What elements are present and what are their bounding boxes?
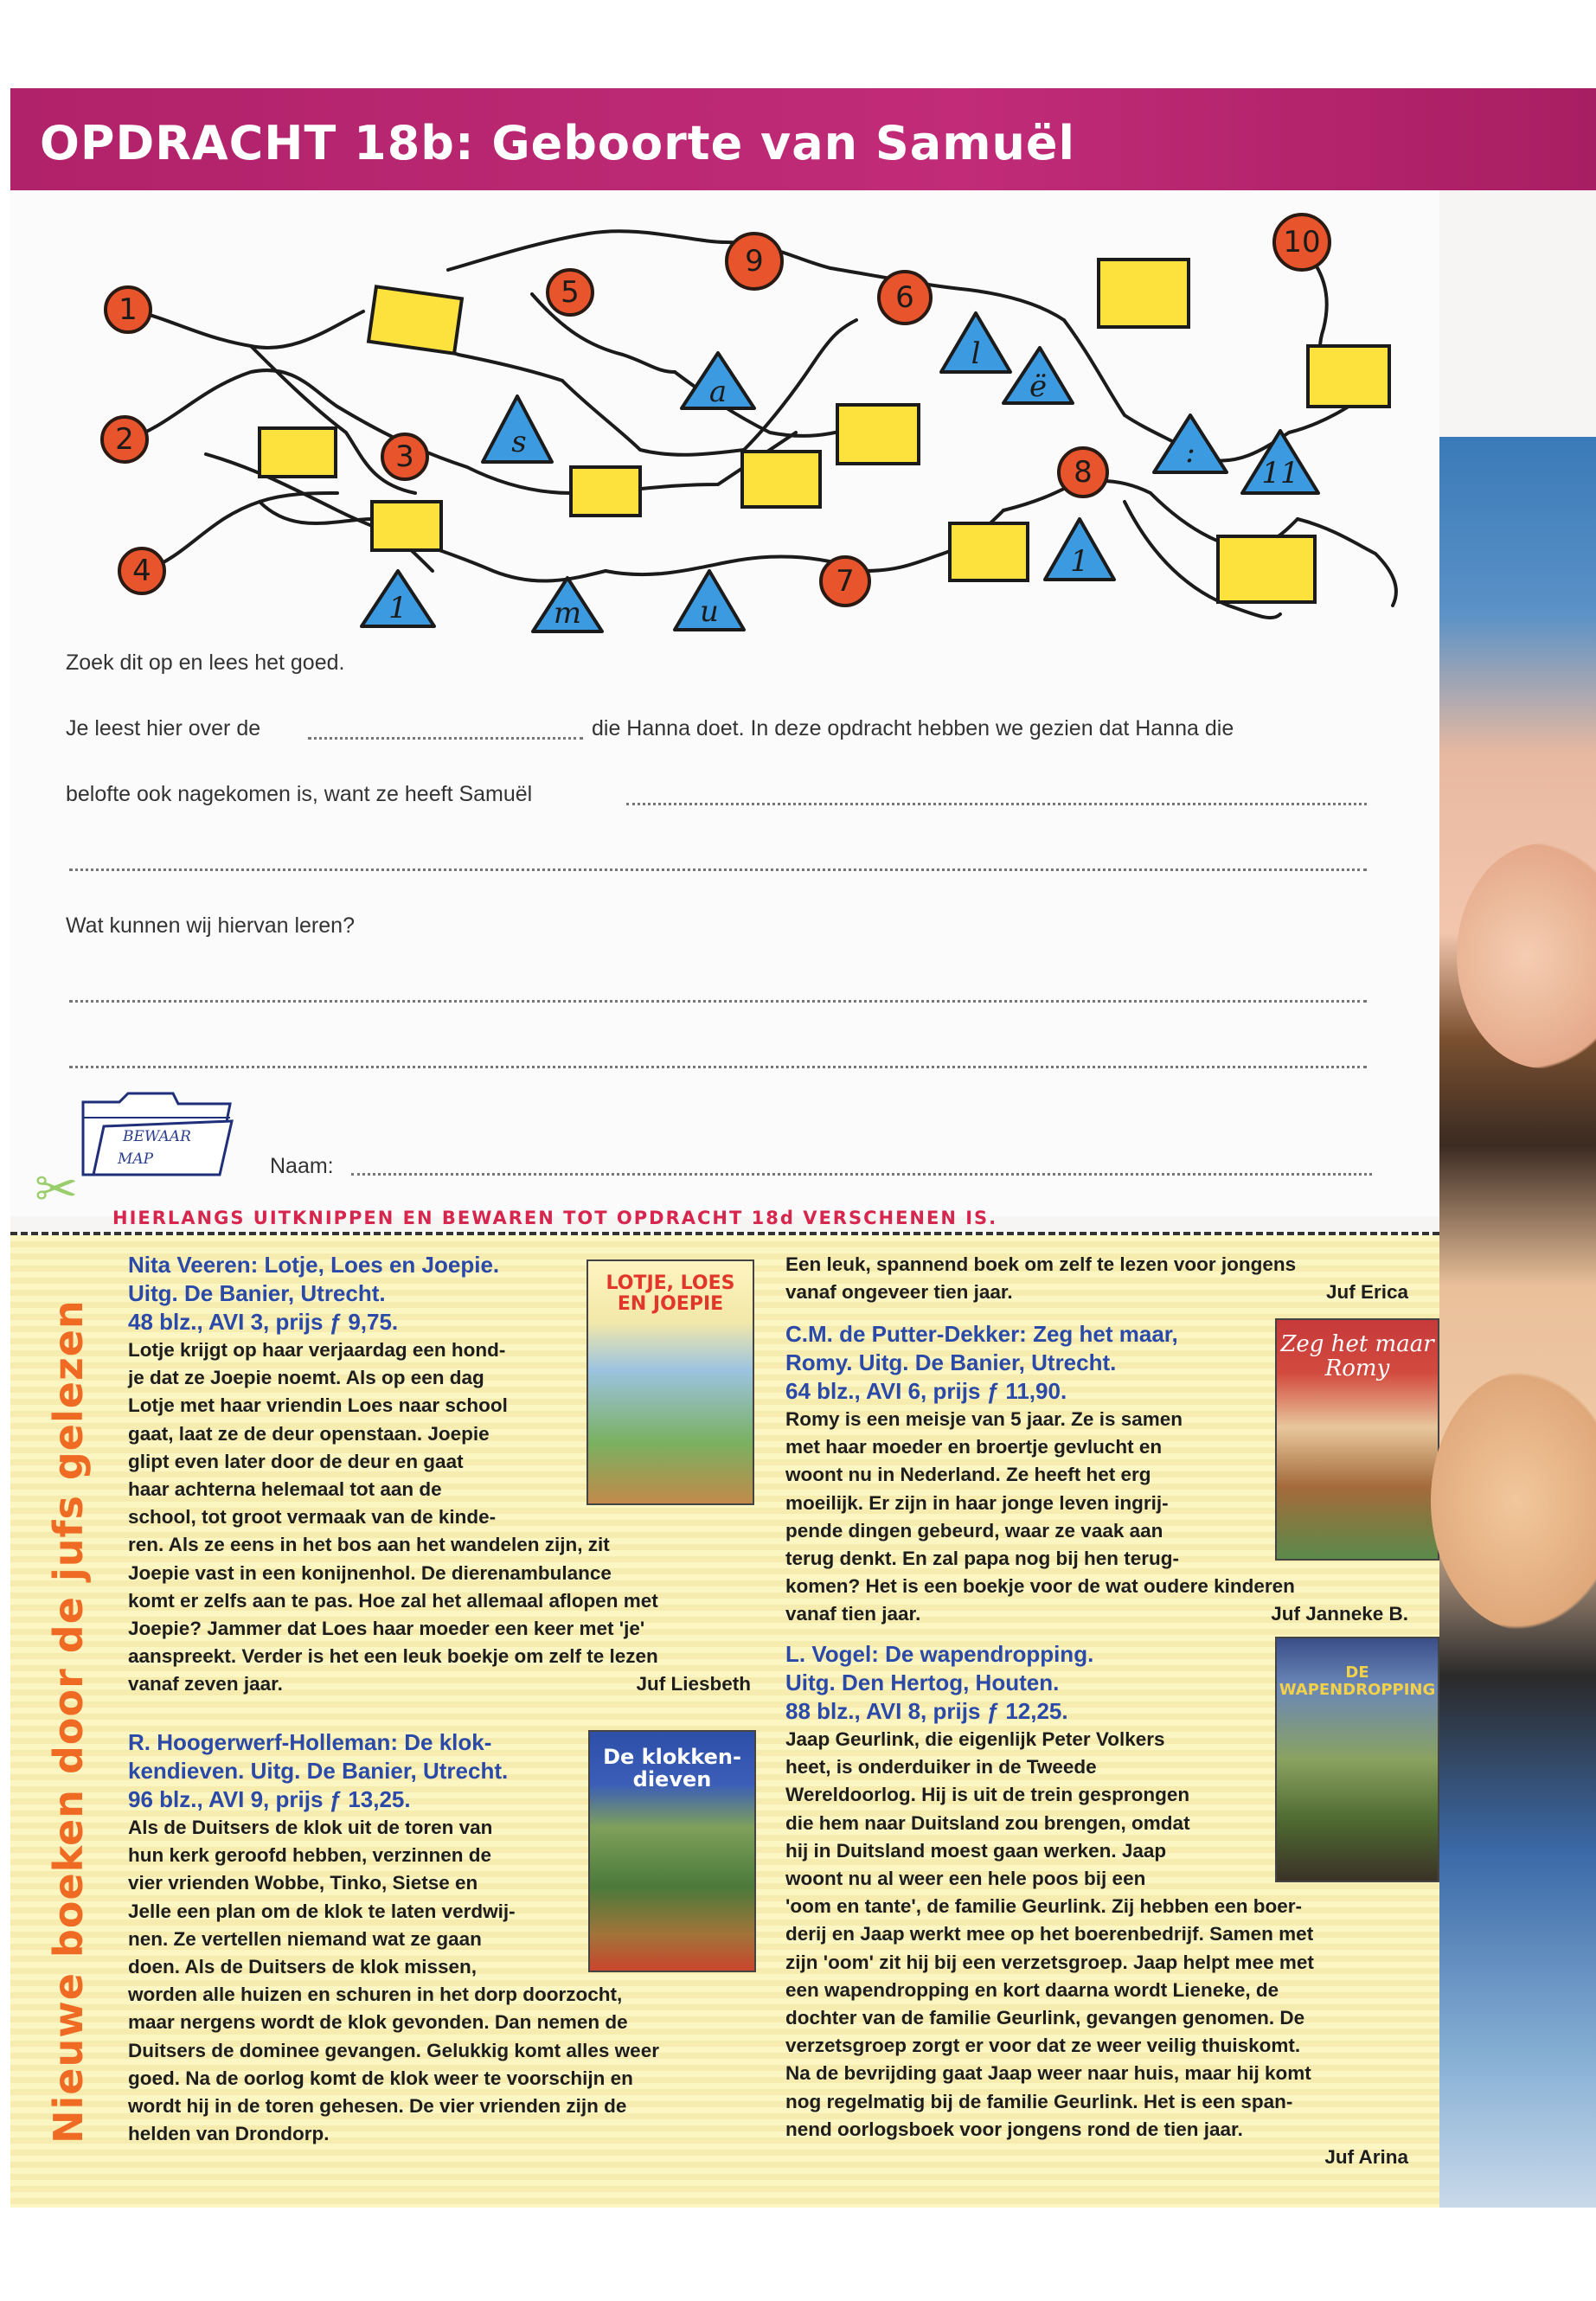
svg-text:2: 2: [115, 422, 134, 457]
answer-box: [571, 467, 640, 516]
book-4-line: een wapendropping en kort daarna wordt Lieneke, de: [785, 1978, 1279, 2001]
intro-signature: Juf Erica: [1325, 1281, 1408, 1304]
svg-text:4: 4: [132, 554, 151, 588]
book-4-line: dochter van de familie Geurlink, gevangen genomen. De: [785, 2007, 1305, 2029]
folder-icon: [78, 1092, 234, 1180]
svg-text:m: m: [553, 596, 582, 631]
book-2-line: helden van Drondorp.: [128, 2123, 330, 2145]
answer-box: [950, 523, 1028, 580]
book-3-heading-1: C.M. de Putter-Dekker: Zeg het maar,: [785, 1321, 1178, 1347]
book-3-line: met haar moeder en broertje gevlucht en: [785, 1436, 1163, 1458]
book-1-line: glipt even later door de deur en gaat: [128, 1450, 464, 1472]
book-1-line: Lotje met haar vriendin Loes naar school: [128, 1394, 508, 1417]
book-3-line: woont nu in Nederland. Ze heeft het erg: [785, 1464, 1151, 1486]
book-2-line: vier vrienden Wobbe, Tinko, Sietse en: [128, 1872, 478, 1894]
book-2-line: Als de Duitsers de klok uit de toren van: [128, 1817, 493, 1838]
book-review-intro: [785, 1251, 1408, 1306]
answer-box: [742, 452, 820, 507]
book-3-cover-title: Zeg het maar Romy: [1280, 1331, 1434, 1381]
book-2-line: worden alle huizen en schuren in het dorp doorzocht,: [128, 1984, 623, 2006]
book-2-heading-2: kendieven. Uitg. De Banier, Utrecht.: [128, 1758, 509, 1784]
book-3-line: terug denkt. En zal papa nog bij hen terug-: [785, 1548, 1180, 1570]
book-3-line: pende dingen gebeurd, waar ze vaak aan: [785, 1519, 1163, 1541]
line1-end-text: die Hanna doet. In deze opdracht hebben we gezien dat Hanna die: [592, 716, 1234, 740]
book-4-line: die hem naar Duitsland zou brengen, omdat: [785, 1811, 1190, 1834]
book-1-cover: [586, 1259, 754, 1505]
answer-box: [260, 428, 336, 477]
svg-text:10: 10: [1283, 225, 1321, 260]
book-4-heading-3: 88 blz., AVI 8, prijs ƒ 12,25.: [785, 1698, 1068, 1724]
svg-text:a: a: [708, 375, 727, 409]
svg-text:11: 11: [1261, 456, 1299, 490]
intro-line: Een leuk, spannend boek om zelf te lezen voor jongens: [785, 1253, 1297, 1275]
book-4-heading-2: Uitg. Den Hertog, Houten.: [785, 1670, 1060, 1695]
book-4-line: Jaap Geurlink, die eigenlijk Peter Volkers: [785, 1728, 1165, 1750]
book-1-line: Joepie? Jammer dat Loes haar moeder een keer met 'je': [128, 1618, 645, 1640]
svg-text:1: 1: [388, 591, 407, 625]
book-1-line: je dat ze Joepie noemt. Als op een dag: [128, 1367, 484, 1389]
svg-text:ë: ë: [1029, 369, 1048, 404]
book-2-line: doen. Als de Duitsers de klok missen,: [128, 1956, 478, 1978]
book-4-line: nog regelmatig bij de familie Geurlink. Het is een span-: [785, 2090, 1293, 2112]
svg-text:l: l: [971, 336, 981, 371]
book-3-line: moeilijk. Er zijn in haar jonge leven ingrij-: [785, 1491, 1169, 1514]
book-3-last-line: vanaf tien jaar.: [785, 1603, 921, 1625]
book-2-line: goed. Na de oorlog komt de klok weer te voorschijn en: [128, 2067, 633, 2089]
book-4-line: Wereldoorlog. Hij is uit de trein gesprongen: [785, 1784, 1190, 1806]
instruction-text: Zoek dit op en lees het goed.: [66, 651, 345, 675]
book-4-line: 'oom en tante', de familie Geurlink. Zij hebben een boer-: [785, 1895, 1303, 1918]
book-1-heading-1: Nita Veeren: Lotje, Loes en Joepie.: [128, 1252, 500, 1278]
book-4-heading-1: L. Vogel: De wapendropping.: [785, 1641, 1094, 1667]
book-1-signature: Juf Liesbeth: [636, 1673, 751, 1695]
book-1-line: komt er zelfs aan te pas. Hoe zal het allemaal aflopen met: [128, 1589, 658, 1612]
name-label: Naam:: [270, 1154, 334, 1178]
svg-text:1: 1: [1070, 544, 1089, 579]
book-1-line: aanspreekt. Verder is het een leuk boekje om zelf te lezen: [128, 1645, 658, 1668]
line1-start-text: Je leest hier over de: [66, 716, 261, 740]
answer-box: [1218, 536, 1315, 602]
book-1-last-row: [128, 1670, 751, 1698]
book-4-line: hij in Duitsland moest gaan werken. Jaap: [785, 1839, 1167, 1862]
svg-text:1: 1: [119, 292, 138, 327]
intro-last-line: vanaf ongeveer tien jaar.: [785, 1281, 1013, 1304]
children-photo: [1439, 437, 1596, 2208]
book-4-line: derij en Jaap werkt mee op het boerenbedrijf. Samen met: [785, 1923, 1314, 1945]
book-1-line: school, tot groot vermaak van de kinde-: [128, 1506, 497, 1529]
intro-last-row: [785, 1279, 1408, 1306]
book-1-line: gaat, laat ze de deur openstaan. Joepie: [128, 1422, 490, 1445]
book-2-cover-title: De klokken-dieven: [603, 1745, 741, 1791]
svg-text:3: 3: [395, 439, 414, 474]
answer-box: [372, 502, 441, 550]
book-3-heading-3: 64 blz., AVI 6, prijs ƒ 11,90.: [785, 1378, 1067, 1404]
svg-text:u: u: [700, 594, 719, 629]
child-face: [1431, 1371, 1596, 1631]
svg-text:9: 9: [745, 244, 764, 279]
book-4-line: zijn 'oom' zit hij bij een verzetsgroep. Jaap helpt mee met: [785, 1951, 1314, 1973]
book-1-line: ren. Als ze eens in het bos aan het wandelen zijn, zit: [128, 1534, 610, 1556]
answer-box: [1308, 346, 1389, 407]
svg-text:5: 5: [561, 275, 580, 310]
book-2-line: maar nergens wordt de klok gevonden. Dan nemen de: [128, 2011, 628, 2034]
folder-label-1: BEWAAR: [123, 1128, 191, 1145]
book-4-signature: Juf Arina: [1324, 2146, 1408, 2169]
answer-line-3[interactable]: [69, 868, 1367, 871]
book-2-line: Duitsers de dominee gevangen. Gelukkig komt alles weer: [128, 2039, 659, 2061]
scissors-icon: ✂: [35, 1160, 79, 1218]
answer-line-2[interactable]: [626, 803, 1367, 805]
line2-start-text: belofte ook nagekomen is, want ze heeft Samuël: [66, 782, 533, 806]
section-side-title: Nieuwe boeken door de jufs gelezen: [45, 1299, 92, 2144]
book-3-cover: [1275, 1318, 1439, 1561]
book-2-line: hun kerk geroofd hebben, verzinnen de: [128, 1844, 492, 1867]
book-4-cover: [1275, 1637, 1439, 1882]
folder-label-2: MAP: [118, 1150, 154, 1168]
svg-text::: :: [1185, 435, 1195, 470]
puzzle-boxes: [260, 260, 1389, 602]
svg-text:7: 7: [836, 564, 855, 599]
book-4-cover-title: DE WAPENDROPPING: [1279, 1663, 1436, 1699]
book-1-heading-3: 48 blz., AVI 3, prijs ƒ 9,75.: [128, 1309, 399, 1335]
book-1-heading-2: Uitg. De Banier, Utrecht.: [128, 1280, 386, 1306]
book-1-line: Lotje krijgt op haar verjaardag een hond-: [128, 1339, 506, 1361]
name-field[interactable]: [351, 1173, 1372, 1176]
book-4-line: verzetsgroep zorgt er voor dat ze weer veilig thuiskomt.: [785, 2035, 1301, 2057]
book-3-heading-2: Romy. Uitg. De Banier, Utrecht.: [785, 1349, 1117, 1375]
child-face: [1457, 843, 1596, 1068]
book-2-line: nen. Ze vertellen niemand wat ze gaan: [128, 1927, 482, 1950]
page-title: OPDRACHT 18b: Geboorte van Samuël: [40, 116, 1076, 170]
book-2-heading-3: 96 blz., AVI 9, prijs ƒ 13,25.: [128, 1786, 411, 1812]
answer-box: [837, 405, 919, 464]
book-2-heading-1: R. Hoogerwerf-Holleman: De klok-: [128, 1729, 492, 1755]
book-4-line: nend oorlogsboek voor jongens rond de tien jaar.: [785, 2118, 1243, 2140]
cut-notice: HIERLANGS UITKNIPPEN EN BEWAREN TOT OPDRACHT 18d VERSCHENEN IS.: [112, 1208, 998, 1228]
answer-line-5[interactable]: [69, 1066, 1367, 1068]
book-4-line: Na de bevrijding gaat Jaap weer naar huis, maar hij komt: [785, 2062, 1311, 2085]
answer-line-1[interactable]: [308, 737, 583, 740]
answer-box: [369, 286, 462, 353]
book-3-line: komen? Het is een boekje voor de wat oudere kinderen: [785, 1575, 1295, 1598]
path-puzzle: [52, 208, 1419, 657]
book-4-line: woont nu al weer een hele poos bij een: [785, 1868, 1146, 1890]
book-2-cover: [588, 1730, 756, 1972]
book-1-line: haar achterna helemaal tot aan de: [128, 1478, 442, 1501]
book-3-line: Romy is een meisje van 5 jaar. Ze is samen: [785, 1408, 1183, 1430]
answer-line-4[interactable]: [69, 1000, 1367, 1003]
book-4-line: heet, is onderduiker in de Tweede: [785, 1756, 1097, 1779]
book-1-line: Joepie vast in een konijnenhol. De dierenambulance: [128, 1561, 612, 1584]
answer-box: [1099, 260, 1189, 327]
svg-text:8: 8: [1074, 455, 1093, 490]
book-2-line: Jelle een plan om de klok te laten verdwij-: [128, 1900, 516, 1922]
book-2-line: wordt hij in de toren gehesen. De vier vrienden zijn de: [128, 2095, 627, 2118]
svg-text:s: s: [511, 425, 527, 459]
book-3-signature: Juf Janneke B.: [1271, 1603, 1408, 1625]
book-1-last-line: vanaf zeven jaar.: [128, 1673, 283, 1695]
question-text: Wat kunnen wij hiervan leren?: [66, 913, 355, 938]
svg-text:6: 6: [895, 280, 914, 315]
book-3-last-row: [785, 1600, 1408, 1628]
book-1-cover-title: LOTJE, LOES EN JOEPIE: [606, 1272, 735, 1315]
